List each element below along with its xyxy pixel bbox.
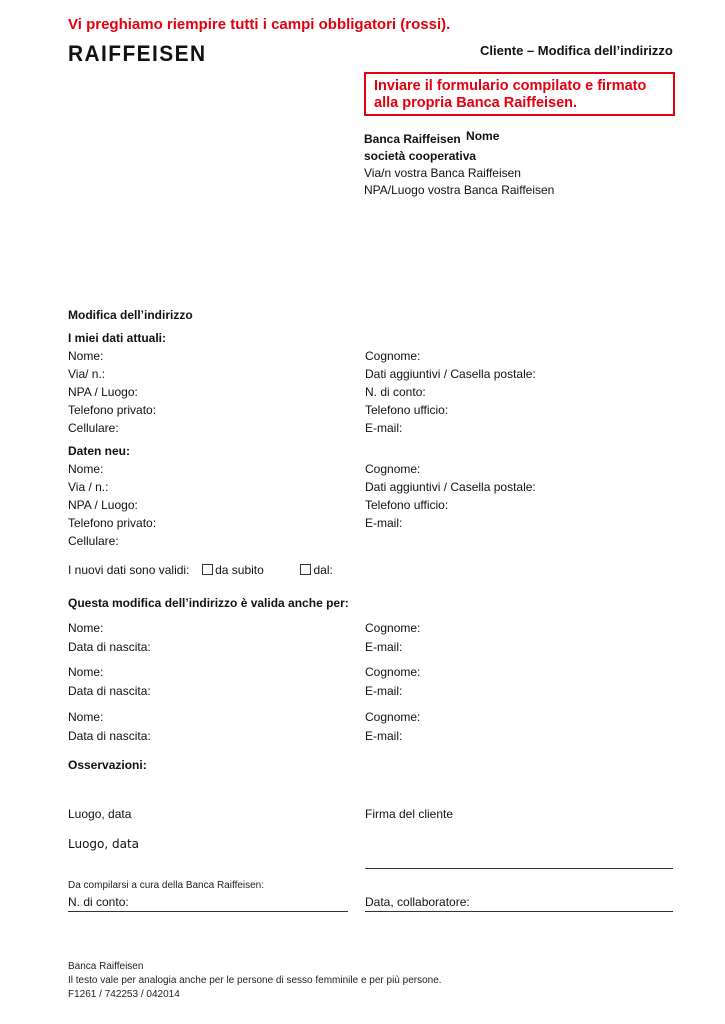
- bank-address-block: [364, 131, 554, 199]
- current-private-phone-field[interactable]: Telefono privato:: [68, 403, 157, 417]
- current-street-field[interactable]: Via/ n.:: [68, 367, 106, 381]
- person1-birth-date-field[interactable]: Data di nascita:: [68, 640, 151, 654]
- current-first-name-field[interactable]: Nome:: [68, 349, 104, 363]
- current-account-number-field[interactable]: N. di conto:: [365, 385, 426, 399]
- also-valid-heading: Questa modifica dell’indirizzo è valida anche per:: [68, 596, 349, 610]
- bank-account-number-field[interactable]: N. di conto:: [68, 895, 129, 909]
- current-mobile-field[interactable]: Cellulare:: [68, 421, 119, 435]
- bank-only-note: Da compilarsi a cura della Banca Raiffeisen:: [68, 880, 265, 891]
- account-number-line: [68, 911, 348, 912]
- person2-birth-date-field[interactable]: Data di nascita:: [68, 684, 151, 698]
- current-data-heading: I miei dati attuali:: [68, 331, 167, 345]
- immediate-option-label: da subito: [215, 563, 264, 577]
- new-email-field[interactable]: E-mail:: [365, 516, 403, 530]
- place-date-input[interactable]: Luogo, data: [68, 837, 140, 851]
- new-city-field[interactable]: NPA / Luogo:: [68, 498, 138, 512]
- footer: [68, 960, 442, 1002]
- person3-email-field[interactable]: E-mail:: [365, 729, 403, 743]
- validity-row: [68, 563, 333, 577]
- current-extra-data-field[interactable]: Dati aggiuntivi / Casella postale:: [365, 367, 536, 381]
- person3-birth-date-field[interactable]: Data di nascita:: [68, 729, 151, 743]
- form-title: Modifica dell’indirizzo: [68, 308, 193, 322]
- person1-last-name-field[interactable]: Cognome:: [365, 621, 421, 635]
- new-private-phone-field[interactable]: Telefono privato:: [68, 516, 157, 530]
- immediate-checkbox[interactable]: [202, 564, 213, 575]
- footer-bank: Banca Raiffeisen: [68, 961, 144, 972]
- date-employee-line: [365, 911, 673, 912]
- new-mobile-field[interactable]: Cellulare:: [68, 534, 119, 548]
- place-date-label: Luogo, data: [68, 807, 132, 821]
- new-first-name-field[interactable]: Nome:: [68, 462, 104, 476]
- signature-line[interactable]: [365, 868, 673, 869]
- bank-name-label: Banca Raiffeisen: [364, 132, 461, 146]
- raiffeisen-logo: RAIFFEISEN: [68, 41, 207, 66]
- person2-last-name-field[interactable]: Cognome:: [365, 665, 421, 679]
- person2-email-field[interactable]: E-mail:: [365, 684, 403, 698]
- send-instructions-line2: alla propria Banca Raiffeisen.: [374, 95, 578, 111]
- send-instructions-box: [364, 72, 675, 116]
- new-extra-data-field[interactable]: Dati aggiuntivi / Casella postale:: [365, 480, 536, 494]
- new-data-heading: Daten neu:: [68, 444, 131, 458]
- bank-type: società cooperativa: [364, 149, 477, 163]
- footer-form-code: F1261 / 742253 / 042014: [68, 989, 180, 1000]
- bank-street: Via/n vostra Banca Raiffeisen: [364, 166, 521, 180]
- current-office-phone-field[interactable]: Telefono ufficio:: [365, 403, 449, 417]
- person2-first-name-field[interactable]: Nome:: [68, 665, 104, 679]
- current-city-field[interactable]: NPA / Luogo:: [68, 385, 138, 399]
- current-last-name-field[interactable]: Cognome:: [365, 349, 421, 363]
- current-email-field[interactable]: E-mail:: [365, 421, 403, 435]
- new-office-phone-field[interactable]: Telefono ufficio:: [365, 498, 449, 512]
- bank-date-employee-field[interactable]: Data, collaboratore:: [365, 895, 470, 909]
- new-last-name-field[interactable]: Cognome:: [365, 462, 421, 476]
- bank-city: NPA/Luogo vostra Banca Raiffeisen: [364, 183, 555, 197]
- from-date-checkbox[interactable]: [300, 564, 311, 575]
- bank-name-field[interactable]: Nome: [466, 129, 500, 143]
- document-title: Cliente – Modifica dell’indirizzo: [480, 43, 673, 58]
- person3-last-name-field[interactable]: Cognome:: [365, 710, 421, 724]
- footer-note: Il testo vale per analogia anche per le persone di sesso femminile e per più persone.: [68, 975, 442, 986]
- validity-label: I nuovi dati sono validi:: [68, 563, 190, 577]
- send-instructions-line1: Inviare il formulario compilato e firmato: [374, 78, 647, 94]
- person3-first-name-field[interactable]: Nome:: [68, 710, 104, 724]
- remarks-field[interactable]: Osservazioni:: [68, 758, 147, 772]
- person1-first-name-field[interactable]: Nome:: [68, 621, 104, 635]
- new-street-field[interactable]: Via / n.:: [68, 480, 109, 494]
- required-fields-notice: Vi preghiamo riempire tutti i campi obbligatori (rossi).: [68, 16, 451, 33]
- from-date-label: dal:: [313, 563, 333, 577]
- signature-label: Firma del cliente: [365, 807, 454, 821]
- person1-email-field[interactable]: E-mail:: [365, 640, 403, 654]
